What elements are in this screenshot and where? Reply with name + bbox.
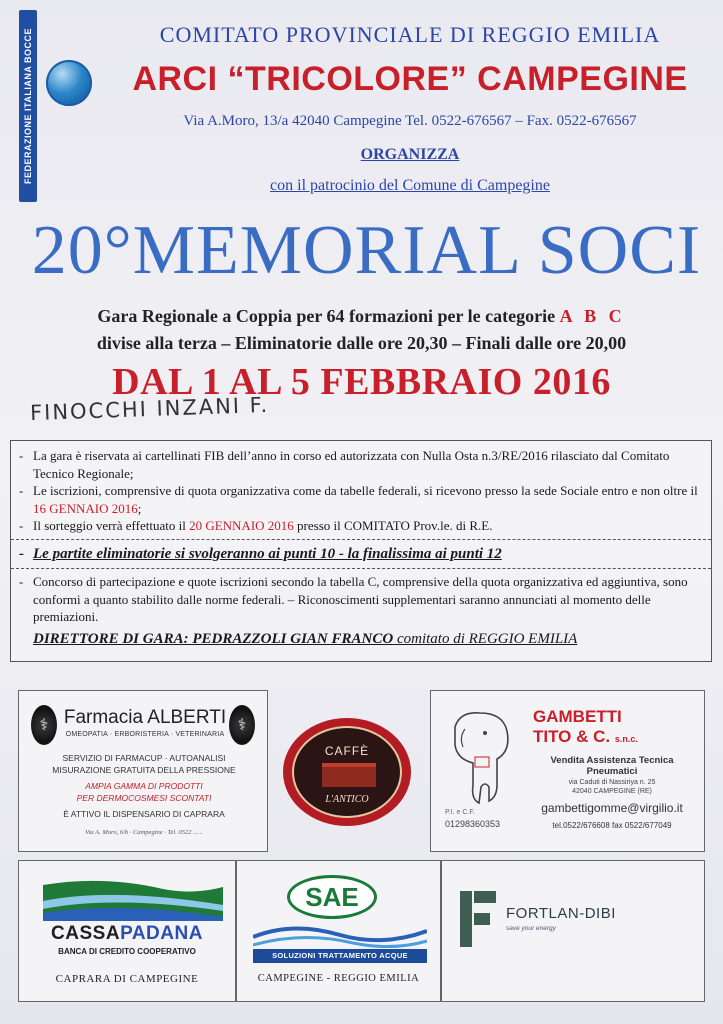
farmacia-range: PER DERMOCOSMESI SCONTATI xyxy=(76,793,212,803)
gambetti-piva: 01298360353 xyxy=(445,819,501,829)
event-dates: DAL 1 AL 5 FEBBRAIO 2016 xyxy=(112,361,611,403)
handwritten-note: FINOCCHI INZANI F. xyxy=(29,392,270,426)
farmacia-name: Farmacia ALBERTI xyxy=(63,707,227,728)
cassa-subtitle: BANCA DI CREDITO COOPERATIVO xyxy=(58,947,196,956)
caffe-label: CAFFÈ xyxy=(324,744,370,758)
deadline-date: 16 GENNAIO 2016 xyxy=(33,500,138,516)
sponsor-fortlan xyxy=(441,860,705,1002)
rules-list xyxy=(11,544,711,564)
federation-label: FEDERAZIONE ITALIANA BOCCE xyxy=(23,28,33,184)
gambetti-service: Vendita Assistenza Tecnica xyxy=(550,755,674,766)
cassa-location: CAPRARA DI CAMPEGINE xyxy=(55,973,199,985)
rules-box xyxy=(10,440,712,662)
rule-text: ; xyxy=(137,500,142,516)
gambetti-email: gambettigomme@virgilio.it xyxy=(541,801,683,815)
caduceus-icon: ⚕ xyxy=(229,705,255,745)
draw-date: 20 GENNAIO 2016 xyxy=(189,518,294,534)
cassa-name: CASSAPADANA xyxy=(51,923,203,944)
gara-description xyxy=(0,306,723,327)
cassa-padana-logo-icon xyxy=(43,875,223,921)
sponsor-sae xyxy=(236,860,441,1002)
gambetti-address: via Caduti di Nassiriya n. 25 xyxy=(568,779,656,786)
farmacia-address: Via A. Moro, 6/b · Campegine · Tel. 0522 ...... xyxy=(85,829,203,836)
patrocinio-line: con il patrocinio del Comune di Campegine xyxy=(270,177,550,194)
rule-text: Le iscrizioni, comprensive di quota organizzativa come da tabelle federali, si ricevono presso la sede Sociale entro e non oltre il xyxy=(33,483,698,499)
rule-item xyxy=(11,482,711,517)
water-waves-icon xyxy=(253,913,427,953)
bocce-ball-icon xyxy=(46,60,92,106)
federation-banner xyxy=(19,10,37,202)
rule-text: presso il COMITATO Prov.le. di R.E. xyxy=(297,518,493,534)
gara-categories: A B C xyxy=(559,306,626,326)
committee-heading: COMITATO PROVINCIALE DI REGGIO EMILIA xyxy=(159,22,661,47)
sponsor-farmacia xyxy=(18,690,268,852)
rule-item: - La gara è riservata ai cartellinati FIB dell’anno in corso ed autorizzata con Nulla Osta n.3/RE/2016 rilasciato dal Comitato Tecnico Regionale; xyxy=(11,447,711,482)
caffe-logo xyxy=(292,726,402,818)
race-director xyxy=(33,629,577,649)
gambetti-piva-label: P.I. e C.F. xyxy=(445,809,475,816)
rules-list xyxy=(11,573,711,626)
gambetti-phone: tel.0522/676608 fax 0522/677049 xyxy=(552,821,672,830)
organizza-label: ORGANIZZA xyxy=(360,146,460,163)
rules-list xyxy=(11,441,711,535)
rule-item: - Concorso di partecipazione e quote iscrizioni secondo la tabella C, comprensive della quota organizzativa ed aggiuntiva, sono conformi a quanto stabilito dalle norme federali. – Riconoscimenti supplementari saranno annunciati al momento delle premiazioni. xyxy=(11,573,711,626)
sae-band: SOLUZIONI TRATTAMENTO ACQUE xyxy=(253,949,427,963)
farmacia-services: MISURAZIONE GRATUITA DELLA PRESSIONE xyxy=(52,765,236,775)
sae-location: CAMPEGINE - REGGIO EMILIA xyxy=(257,973,420,984)
director-committee: comitato di REGGIO EMILIA xyxy=(396,631,578,647)
schedule-line: divise alla terza – Eliminatorie dalle ore 20,30 – Finali dalle ore 20,00 xyxy=(96,333,627,353)
farmacia-dispensario: È ATTIVO IL DISPENSARIO DI CAPRARA xyxy=(63,809,225,819)
farmacia-services: SERVIZIO DI FARMACUP · AUTOANALISI xyxy=(62,753,226,763)
caffe-name: L'ANTICO xyxy=(325,794,369,805)
director-name: DIRETTORE DI GARA: PEDRAZZOLI GIAN FRANCO xyxy=(33,631,394,647)
divider xyxy=(11,539,711,540)
gambetti-service: Pneumatici xyxy=(586,766,638,777)
sponsor-cassa-padana xyxy=(18,860,236,1002)
gara-text: Gara Regionale a Coppia per 64 formazioni per le categorie xyxy=(97,306,556,326)
fortlan-name: FORTLAN-DIBI xyxy=(506,905,616,922)
caduceus-icon: ⚕ xyxy=(31,705,57,745)
gambetti-address: 42040 CAMPEGINE (RE) xyxy=(572,788,652,795)
building-icon xyxy=(322,763,376,787)
fortlan-tagline: save your energy xyxy=(506,925,556,932)
points-rule: - Le partite eliminatorie si svolgeranno ai punti 10 - la finalissima ai punti 12 xyxy=(11,544,711,564)
farmacia-range: AMPIA GAMMA DI PRODOTTI xyxy=(85,781,203,791)
event-title: 20°MEMORIAL SOCI xyxy=(31,212,702,289)
club-address: Via A.Moro, 13/a 42040 Campegine Tel. 0522-676567 – Fax. 0522-676567 xyxy=(183,113,637,129)
elephant-icon xyxy=(445,707,515,807)
club-name: ARCI “TRICOLORE” CAMPEGINE xyxy=(132,60,688,98)
gambetti-name-2: TITO & C. s.n.c. xyxy=(533,726,638,746)
gambetti-name xyxy=(533,707,638,746)
fortlan-logo-icon xyxy=(460,891,496,947)
farmacia-subtitle: OMEOPATIA · ERBORISTERIA · VETERINARIA xyxy=(65,731,225,738)
gambetti-name-1: GAMBETTI xyxy=(533,707,622,726)
sponsor-caffe xyxy=(283,718,411,826)
rule-text: Il sorteggio verrà effettuato il xyxy=(33,518,186,534)
divider xyxy=(11,568,711,569)
sponsor-gambetti xyxy=(430,690,705,852)
rule-item xyxy=(11,517,711,535)
sae-logo: SAE xyxy=(287,875,377,919)
